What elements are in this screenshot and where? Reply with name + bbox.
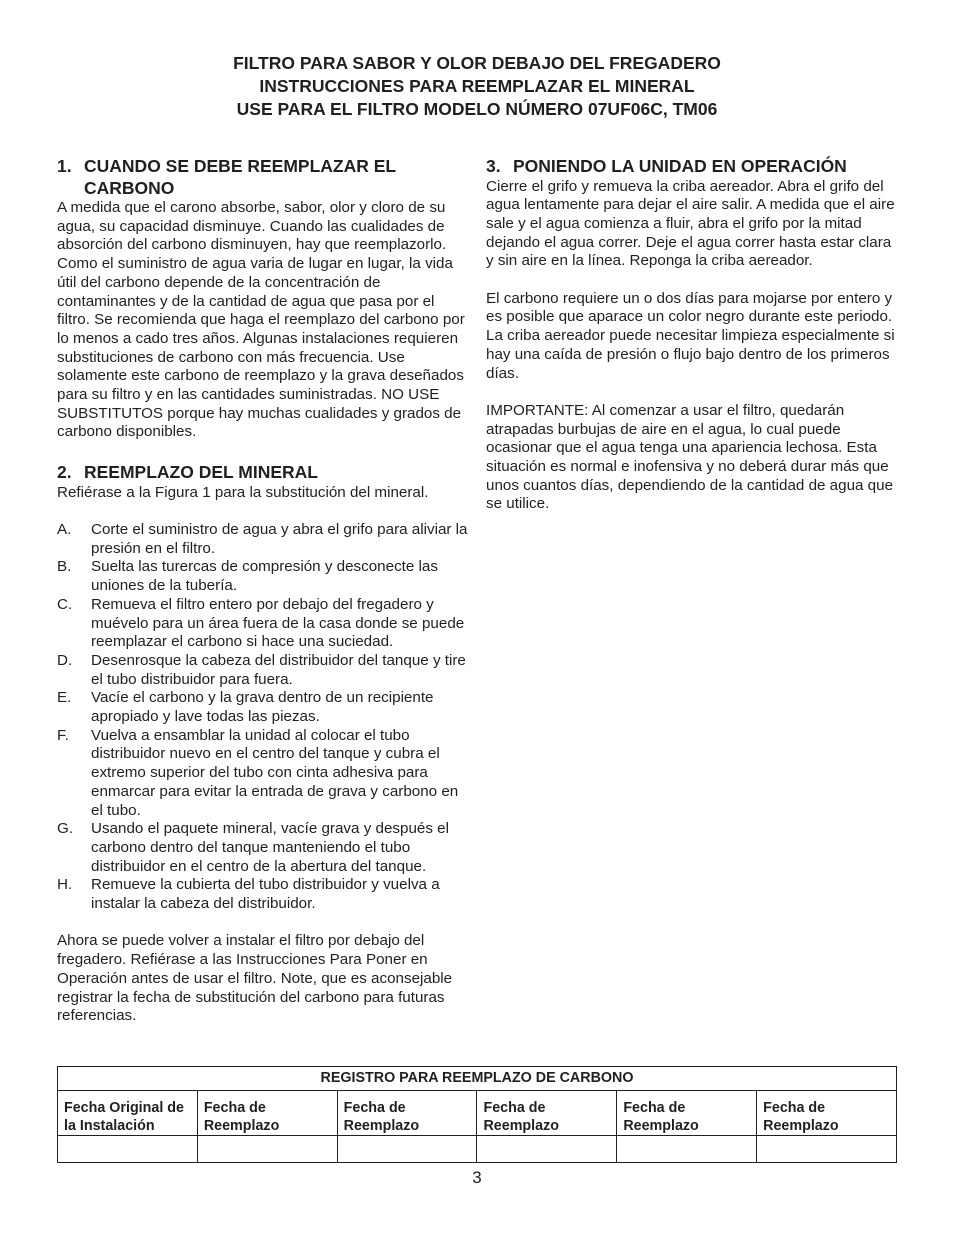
step-item [57, 596, 469, 652]
right-column [486, 156, 898, 514]
log-entry-cell [58, 1136, 198, 1163]
step-letter: A. [57, 521, 72, 539]
step-text: Desenrosque la cabeza del distribuidor del tanque y tire el tubo distribuidor para fuera. [91, 651, 466, 688]
step-text: Vacíe el carbono y la grava dentro de un recipiente apropiado y lave todas las piezas. [91, 689, 434, 726]
step-text: Corte el suministro de agua y abra el grifo para aliviar la presión en el filtro. [91, 521, 468, 557]
section-3 [486, 156, 898, 514]
section-2-number: 2. [57, 462, 72, 483]
log-entry-cell [617, 1136, 757, 1163]
section-1-heading-text: CUANDO SE DEBE REEMPLAZAR EL CARBONO [84, 156, 396, 198]
log-header-replacement-4: Fecha de Reemplazo [617, 1091, 757, 1136]
step-text: Remueve la cubierta del tubo distribuidor y vuelva a instalar la cabeza del distribuidor. [91, 876, 440, 913]
section-3-heading-text: PONIENDO LA UNIDAD EN OPERACIÓN [513, 156, 847, 176]
log-header-original-install: Fecha Original de la Instalación [58, 1091, 198, 1136]
step-item [57, 876, 469, 913]
step-letter: D. [57, 651, 73, 669]
log-header-replacement-1: Fecha de Reemplazo [197, 1091, 337, 1136]
step-item [57, 689, 469, 726]
step-item [57, 652, 469, 689]
left-column [57, 156, 469, 1026]
log-header-replacement-2: Fecha de Reemplazo [337, 1091, 477, 1136]
title-line-1: FILTRO PARA SABOR Y OLOR DEBAJO DEL FREGADERO [233, 53, 721, 73]
log-entry-cell [757, 1136, 897, 1163]
section-3-paragraph-3: IMPORTANTE: Al comenzar a usar el filtro, quedarán atrapadas burbujas de aire en el agua, lo cual puede ocasionar que el agua tenga una apariencia lechosa. Esta situación es normal e inofensiva y no deberá durar más que unos cuantos días, dependiendo de la cantidad de agua que se utilice. [486, 401, 894, 513]
section-1-body: A medida que el carono absorbe, sabor, olor y cloro de su agua, su capacidad disminuye. Cuando las cualidades de absorción del carbono disminuyen, hay que reemplazorlo. Como el suministro de agua varia de lugar en lugar, la vida útil del carbono depende de la concentración de contaminantes y de la cantidad de agua que pasa por el filtro. Se recomienda que haga el reemplazo del carbono por lo menos a cado tres años. Algunas instalaciones requieren substituciones de carbono con más frecuencia. Use solamente este carbono de reemplazo y la grava deseñados para su filtro y en las cantidades suministradas. NO USE SUBSTITUTOS porque hay muchas cualidades y grados de carbono disponibles. [57, 199, 465, 441]
section-2-heading-text: REEMPLAZO DEL MINERAL [84, 462, 318, 483]
section-2-closing: Ahora se puede volver a instalar el filtro por debajo del fregadero. Refiérase a las Instrucciones Para Poner en Operación antes de usar el filtro. Note, que es aconsejable registrar la fecha de substitución del carbono para futuras referencias. [57, 932, 453, 1025]
section-1 [57, 156, 469, 442]
log-header-replacement-5: Fecha de Reemplazo [757, 1091, 897, 1136]
log-table-caption: REGISTRO PARA REEMPLAZO DE CARBONO [58, 1067, 897, 1091]
step-item [57, 558, 469, 595]
step-text: Vuelva a ensamblar la unidad al colocar el tubo distribuidor nuevo en el centro del tanque y cubra el extremo superior del tubo con cinta adhesiva para enmarcar para evitar la entrada de grava y carbono en el tubo. [91, 726, 459, 819]
document-title [0, 52, 954, 121]
replacement-steps [57, 521, 469, 914]
step-text: Suelta las turercas de compresión y desconecte las uniones de la tubería. [91, 558, 438, 595]
section-2 [57, 462, 469, 1026]
step-item [57, 727, 469, 821]
section-1-number: 1. [57, 156, 72, 176]
step-letter: B. [57, 558, 72, 576]
step-letter: C. [57, 595, 73, 613]
step-text: Usando el paquete mineral, vacíe grava y después el carbono dentro del tanque manteniendo el tubo distribuidor en el centro de la abertura del tanque. [91, 820, 449, 875]
section-3-paragraph-2: El carbono requiere un o dos días para mojarse por entero y es posible que aparace un color negro durante este periodo. La criba aereador puede necesitar limpieza especialmente si hay una caída de presión o flujo bajo dentro de los primeros días. [486, 289, 895, 382]
carbon-replacement-log-table [57, 1066, 897, 1163]
section-3-heading [486, 156, 898, 178]
log-header-replacement-3: Fecha de Reemplazo [477, 1091, 617, 1136]
section-2-heading [57, 462, 469, 484]
step-item [57, 820, 469, 876]
log-entry-cell [477, 1136, 617, 1163]
step-letter: E. [57, 689, 72, 707]
step-letter: G. [57, 820, 74, 838]
log-entry-cell [197, 1136, 337, 1163]
section-2-intro: Refiérase a la Figura 1 para la substitución del mineral. [57, 483, 429, 501]
page-number: 3 [472, 1168, 482, 1187]
section-1-heading [57, 156, 469, 199]
step-letter: H. [57, 876, 73, 894]
step-item [57, 521, 469, 558]
title-line-2: INSTRUCCIONES PARA REEMPLAZAR EL MINERAL [259, 76, 695, 96]
log-entry-cell [337, 1136, 477, 1163]
step-text: Remueva el filtro entero por debajo del fregadero y muévelo para un área fuera de la casa donde se puede reemplazar el carbono si hace una suciedad. [91, 595, 465, 651]
section-3-number: 3. [486, 156, 501, 176]
section-3-paragraph-1: Cierre el grifo y remueva la criba aereador. Abra el grifo del agua lentamente para dejar el aire salir. A medida que el aire sale y el agua comienza a fluir, abra el grifo por la mitad dejando el agua correr. Deje el agua correr hasta estar clara y sin aire en la línea. Reponga la criba aereador. [486, 177, 895, 270]
step-letter: F. [57, 726, 69, 744]
title-line-3: USE PARA EL FILTRO MODELO NÚMERO 07UF06C, TM06 [236, 99, 718, 119]
